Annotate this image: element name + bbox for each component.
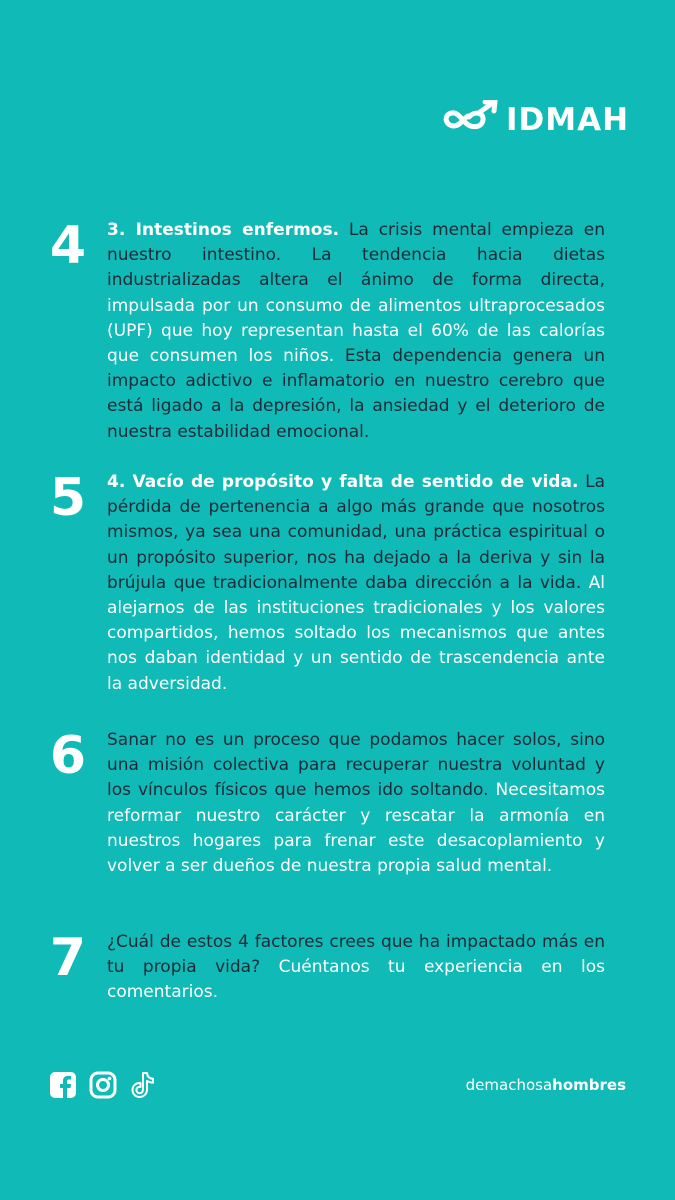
section-number: 4 bbox=[49, 216, 87, 276]
section-text: ¿Cuál de estos 4 factores crees que ha impactado más en tu propia vida? bbox=[107, 932, 605, 978]
section-text-highlight: Cuéntanos tu experiencia en los comentarios. bbox=[107, 957, 605, 1003]
section-number: 5 bbox=[49, 468, 87, 528]
section-text-highlight: Necesitamos reformar nuestro carácter y rescatar la armonía en nuestros hogares para frenar este desacoplamiento y volver a ser dueños de nuestra propia salud mental. bbox=[107, 780, 605, 877]
handle-bold: hombres bbox=[552, 1076, 626, 1094]
section-paragraph bbox=[107, 930, 605, 1006]
section-number: 7 bbox=[49, 928, 87, 988]
section-paragraph bbox=[107, 470, 605, 697]
tiktok-icon[interactable] bbox=[128, 1070, 158, 1100]
section-text: La pérdida de pertenencia a algo más grande que nosotros mismos, ya sea una comunidad, una práctica espiritual o un propósito superior, nos ha dejado a la deriva y sin la brújula que tradicionalmente daba dirección a la vida. bbox=[107, 472, 605, 593]
brand-name: IDMAH bbox=[506, 102, 630, 138]
section-text-highlight: Al alejarnos de las instituciones tradicionales y los valores compartidos, hemos soltado los mecanismos que antes nos daban identidad y un sentido de trascendencia ante la adversidad. bbox=[107, 572, 605, 694]
infinity-male-symbol-icon bbox=[440, 100, 500, 140]
social-handle bbox=[440, 1076, 626, 1094]
section-text-highlight: impulsada por un consumo de alimentos ultraprocesados (UPF) que hoy representan hasta el 60% de las calorías que consumen los niños. bbox=[107, 295, 605, 367]
section-paragraph bbox=[107, 218, 605, 445]
social-icons bbox=[48, 1070, 158, 1100]
brand-logo bbox=[440, 100, 630, 140]
facebook-icon[interactable] bbox=[48, 1070, 78, 1100]
section-heading: 4. Vacío de propósito y falta de sentido de vida. bbox=[107, 472, 579, 492]
section-text: Esta dependencia genera un impacto adictivo e inflamatorio en nuestro cerebro que está ligado a la depresión, la ansiedad y el deterioro de nuestra estabilidad emocional. bbox=[107, 346, 605, 442]
handle-regular: demachosa bbox=[465, 1076, 553, 1094]
section-text: Sanar no es un proceso que podamos hacer solos, sino una misión colectiva para recuperar nuestra voluntad y los vínculos físicos que hemos ido soltando. bbox=[107, 730, 605, 801]
instagram-icon[interactable] bbox=[88, 1070, 118, 1100]
section-text: La crisis mental empieza en nuestro intestino. La tendencia hacia dietas industrializadas altera el ánimo de forma directa, bbox=[107, 220, 605, 291]
section-paragraph bbox=[107, 728, 605, 879]
section-number: 6 bbox=[49, 726, 87, 786]
section-heading: 3. Intestinos enfermos. bbox=[107, 220, 340, 240]
